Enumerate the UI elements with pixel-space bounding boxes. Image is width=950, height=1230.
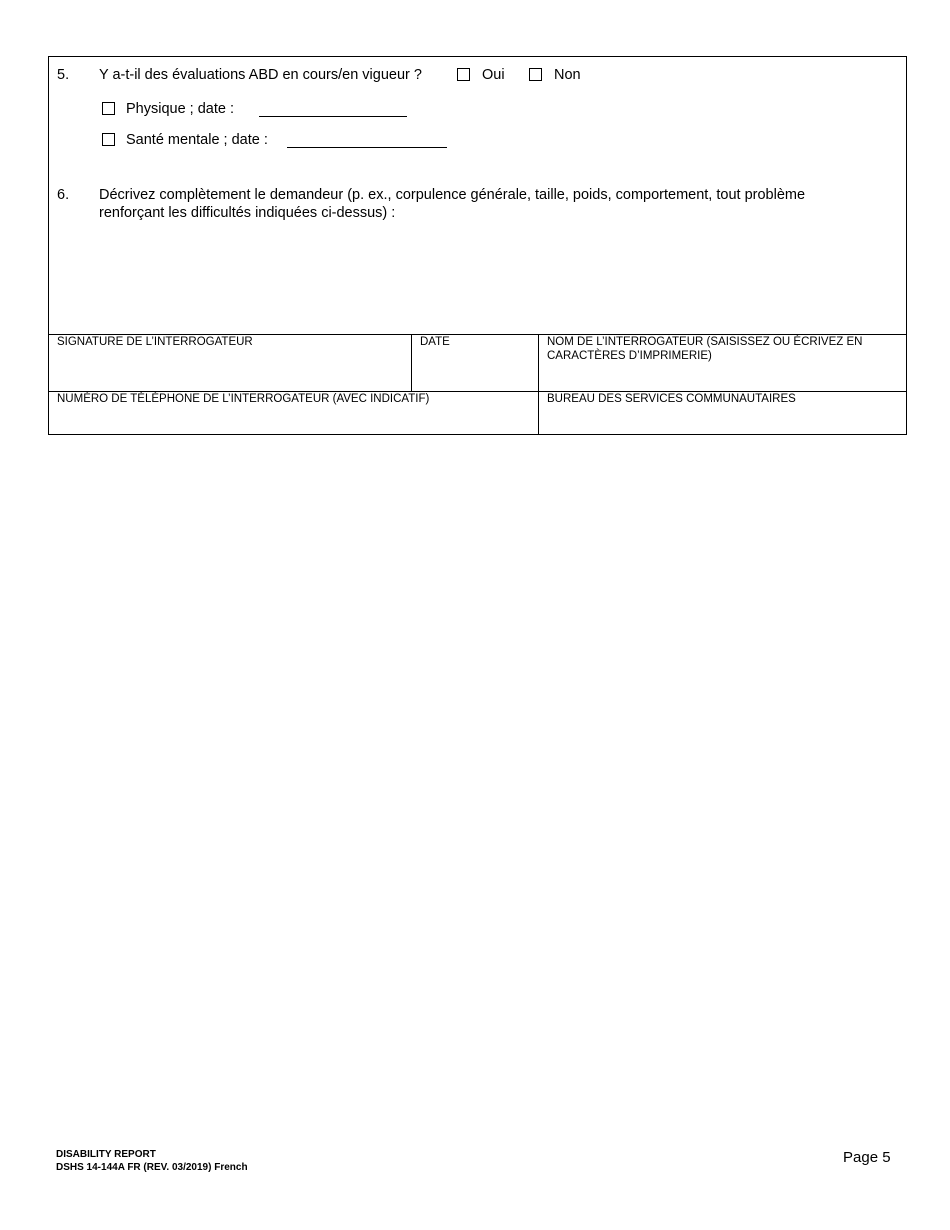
divider-name-left [538, 334, 539, 435]
interviewer-name-label-2: CARACTÈRES D’IMPRIMERIE) [547, 350, 712, 362]
physique-date-input[interactable] [259, 116, 407, 117]
interviewer-name-field[interactable] [547, 335, 902, 363]
checkbox-physique[interactable] [102, 102, 115, 115]
office-field[interactable]: BUREAU DES SERVICES COMMUNAUTAIRES [547, 393, 796, 405]
page-number: Page 5 [843, 1149, 891, 1166]
question-6-number: 6. [57, 187, 70, 203]
label-sante-mentale: Santé mentale ; date : [126, 132, 268, 148]
interviewer-name-label-1: NOM DE L’INTERROGATEUR (SAISISSEZ OU ÉCRIVEZ EN [547, 336, 863, 348]
form-section [48, 56, 907, 435]
divider-date-left [411, 334, 412, 391]
description-area[interactable] [99, 227, 899, 327]
signature-field[interactable]: SIGNATURE DE L’INTERROGATEUR [57, 336, 253, 348]
question-5-number: 5. [57, 67, 70, 83]
checkbox-sante-mentale[interactable] [102, 133, 115, 146]
footer-form-info [56, 1148, 248, 1174]
date-field[interactable]: DATE [420, 336, 450, 348]
label-non: Non [554, 67, 581, 83]
phone-field[interactable]: NUMÉRO DE TÉLÉPHONE DE L’INTERROGATEUR (AVEC INDICATIF) [57, 393, 430, 405]
label-oui: Oui [482, 67, 505, 83]
label-physique: Physique ; date : [126, 101, 235, 117]
checkbox-oui[interactable] [457, 68, 470, 81]
question-6-line-2: renforçant les difficultés indiquées ci-dessus) : [99, 205, 396, 221]
question-6-line-1: Décrivez complètement le demandeur (p. ex., corpulence générale, taille, poids, comportement, tout problème [99, 187, 806, 203]
footer-form-id: DSHS 14-144A FR (REV. 03/2019) French [56, 1162, 248, 1173]
sante-mentale-date-input[interactable] [287, 147, 447, 148]
footer-form-title: DISABILITY REPORT [56, 1149, 156, 1160]
question-5-text: Y a-t-il des évaluations ABD en cours/en vigueur ? [99, 67, 422, 83]
checkbox-non[interactable] [529, 68, 542, 81]
